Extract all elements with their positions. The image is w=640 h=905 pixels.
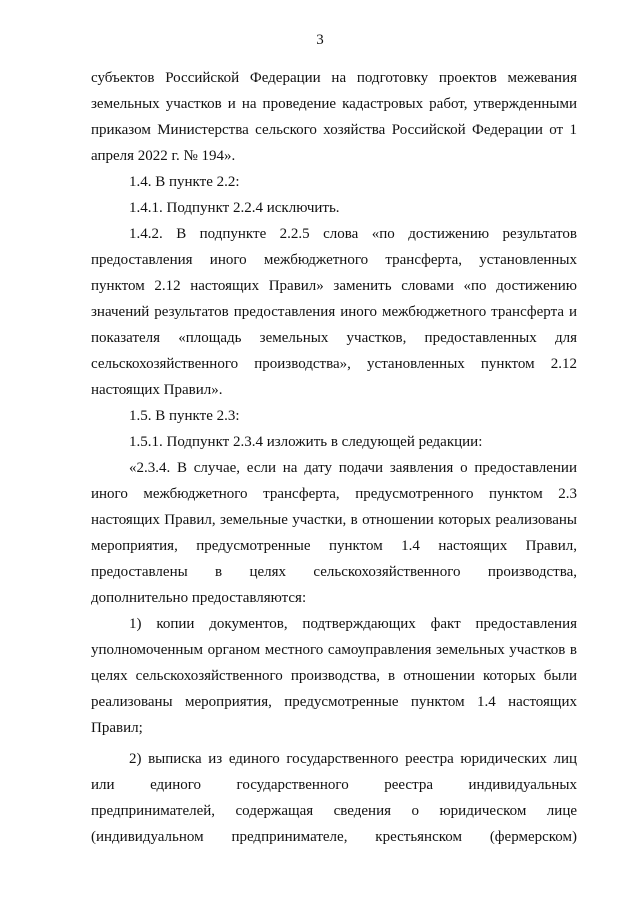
paragraph-continuation: субъектов Российской Федерации на подготовку проектов межевания земельных участков и на проведение кадастровых работ, утвержденными приказом Министерства сельского хозяйства Российской Федерации от 1 апреля 2022 г. № 194». [91,70,577,164]
page-number: 3 [316,32,324,48]
paragraph-item-1-4-2: 1.4.2. В подпункте 2.2.5 слова «по достижению результатов предоставления иного межбюджетного трансферта, установленных пунктом 2.12 настоящих Правил» заменить словами «по достижению значений результатов предоставления иного межбюджетного трансферта и показателя «площадь земельных участков, предоставленных для сельскохозяйственного производства», установленных пунктом 2.12 настоящих Правил». [91,226,577,398]
paragraph-list-item-1: 1) копии документов, подтверждающих факт предоставления уполномоченным органом местного самоуправления земельных участков в целях сельскохозяйственного производства, в отношении которых были реализованы мероприятия, предусмотренные пунктом 1.4 настоящих Правил; [91,616,577,736]
document-body [91,65,577,850]
paragraph-list-item-2: 2) выписка из единого государственного реестра юридических лиц или единого государственного реестра индивидуальных предпринимателей, содержащая сведения о юридическом лице (индивидуальном предпринимателе, крестьянском (фермерском) [91,751,577,845]
paragraph-item-1-5: 1.5. В пункте 2.3: [129,408,240,424]
paragraph-item-1-4: 1.4. В пункте 2.2: [129,174,240,190]
paragraph-item-1-5-1: 1.5.1. Подпункт 2.3.4 изложить в следующей редакции: [129,434,483,450]
paragraph-item-1-4-1: 1.4.1. Подпункт 2.2.4 исключить. [129,200,340,216]
paragraph-item-2-3-4: «2.3.4. В случае, если на дату подачи заявления о предоставлении иного межбюджетного трансферта, предусмотренного пунктом 2.3 настоящих Правил, земельные участки, в отношении которых реализованы мероприятия, предусмотренные пунктом 1.4 настоящих Правил, предоставлены в целях сельскохозяйственного производства, дополнительно предоставляются: [91,460,577,606]
